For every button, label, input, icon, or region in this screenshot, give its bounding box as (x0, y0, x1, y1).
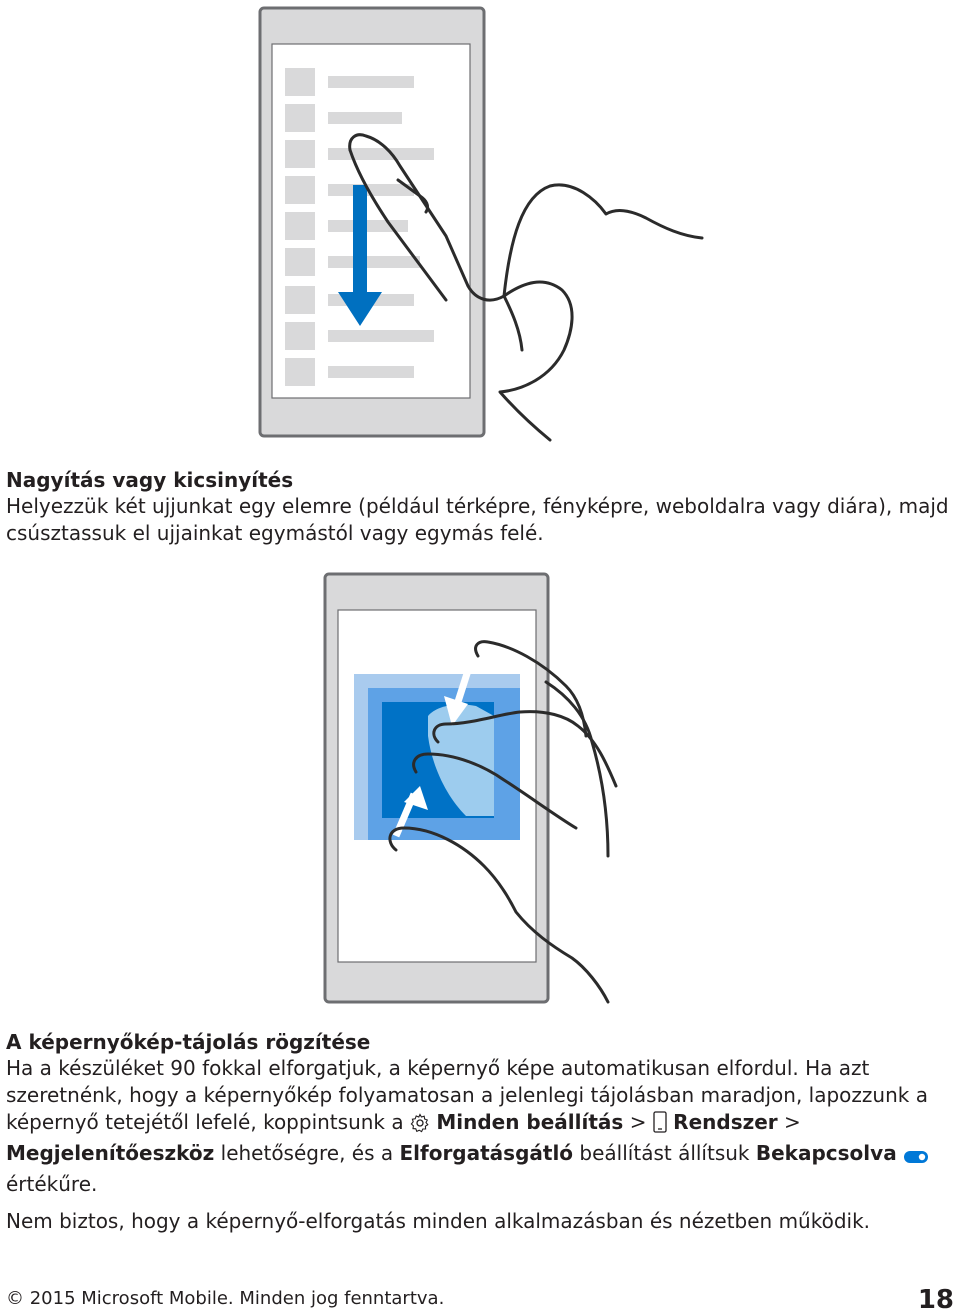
rotation-text-c: beállítást állítsuk (579, 1141, 750, 1165)
rotation-text-a: Ha a készüléket 90 fokkal elforgatjuk, a képernyő képe automatikusan elfordul. Ha azt szeretnénk, hogy a képernyőkép folyamatosan a jelenlegi tájolásban maradjon, lapozzunk a képernyő tetejétől lefelé, koppintsunk a (6, 1056, 928, 1134)
display-label: Megjelenítőeszköz (6, 1141, 215, 1165)
page-footer (0, 1285, 960, 1314)
system-label: Rendszer (673, 1110, 778, 1134)
breadcrumb-separator: > (629, 1110, 647, 1134)
rotation-section (6, 1029, 954, 1235)
breadcrumb-separator: > (784, 1110, 801, 1134)
rotation-note: Nem biztos, hogy a képernyő-elforgatás minden alkalmazásban és nézetben működik. (6, 1209, 871, 1233)
zoom-section (6, 467, 954, 547)
pinch-zoom-illustration (316, 566, 646, 1011)
settings-label: Minden beállítás (436, 1110, 624, 1134)
phone-icon (653, 1111, 667, 1140)
zoom-heading: Nagyítás vagy kicsinyítés (6, 468, 294, 492)
rotation-heading: A képernyőkép-tájolás rögzítése (6, 1030, 371, 1054)
rotation-paragraph (6, 1055, 954, 1198)
copyright-text: © 2015 Microsoft Mobile. Minden jog fenntartva. (6, 1288, 445, 1309)
zoom-body: Helyezzük két ujjunkat egy elemre (például térképre, fényképre, weboldalra vagy diára), majd csúsztassuk el ujjainkat egymástól vagy egymás felé. (6, 494, 949, 545)
page-number: 18 (917, 1285, 954, 1315)
on-label: Bekapcsolva (755, 1141, 897, 1165)
rotation-text-b: lehetőségre, és a (220, 1141, 394, 1165)
rotation-lock-label: Elforgatásgátló (399, 1141, 574, 1165)
toggle-on-icon (903, 1144, 929, 1171)
swipe-down-illustration (250, 0, 720, 450)
gear-icon (410, 1113, 430, 1140)
rotation-text-d: értékűre. (6, 1172, 98, 1196)
